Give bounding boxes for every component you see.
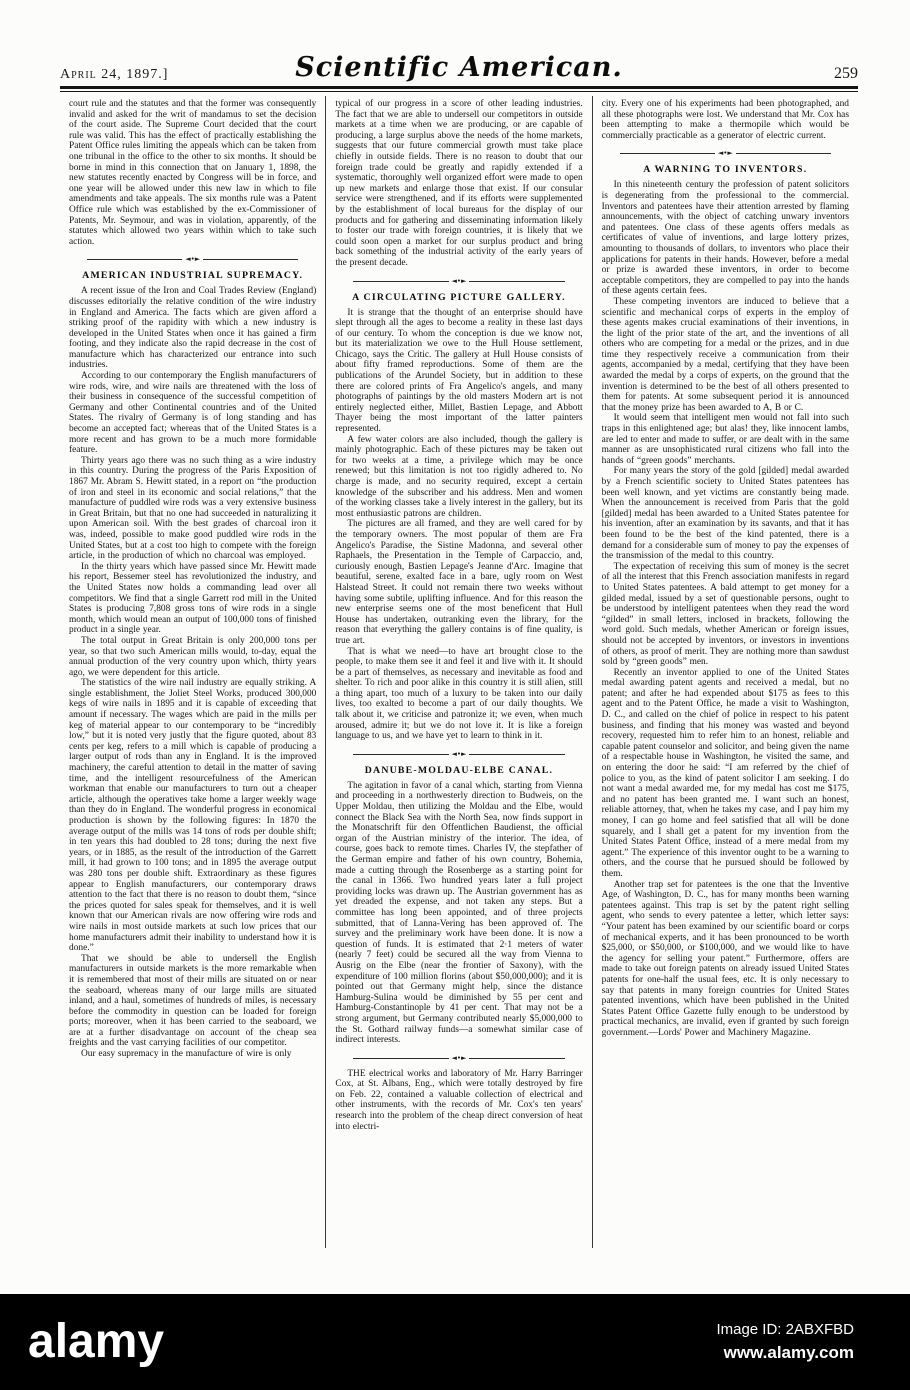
paragraph: The total output in Great Britain is only 200,000 tons per year, so that two such American mills would, to-day, equal the annual production of the very country upon which, thirty years ago, we were dependent for this article. bbox=[69, 635, 317, 678]
paragraph: The expectation of receiving this sum of money is the secret of all the interest that this French association manifests in regard to United States patentees. A bald attempt to get money for a gilded medal, issued by a set of questionable persons, ought to be understood by intelligent patentees when they read the word “gilded” in small letters, inclosed in brackets, following the word gold. Such medals, whether American or foreign issues, should not be accepted by inventors, or investors in inventions of others, as proof of merit. They are nothing more than sawdust sold by “green goods” men. bbox=[601, 561, 849, 668]
divider-line bbox=[469, 754, 564, 755]
paragraph: Our easy supremacy in the manufacture of wire is only bbox=[81, 1049, 292, 1060]
divider-ornament-icon: ◄•► bbox=[451, 749, 467, 758]
article-heading: A WARNING TO INVENTORS. bbox=[643, 164, 808, 176]
paragraph-continuation: city. Every one of his experiments had been photographed, and all these photographs were lost. We understand that Mr. Cox has been attempting to make a thermopile which would be commercially practicable as a generator of electric current. bbox=[601, 99, 849, 141]
newspaper-column-2 bbox=[325, 96, 591, 1248]
paragraph: THE electrical works and laboratory of Mr. Harry Barringer Cox, at St. Albans, Eng., which were totally destroyed by fire on Feb. 22, contained a valuable collection of electrical and other instruments, with the records of Mr. Cox's ten years' research into the problem of the cheap direct conversion of heat into electri- bbox=[335, 1068, 583, 1132]
watermark-info bbox=[716, 1321, 854, 1363]
divider-ornament-icon: ◄•► bbox=[451, 276, 467, 285]
publication-title: Scientific American. bbox=[295, 52, 623, 83]
paragraph: It would seem that intelligent men would not fall into such traps in this enlightened age; but alas! they, like innocent lambs, are led to enter and made to suffer, or are dealt with in the same manner as are unsophisticated rural citizens who fall into the hands of “green goods” merchants. bbox=[601, 413, 849, 466]
article-heading: A CIRCULATING PICTURE GALLERY. bbox=[352, 291, 566, 303]
divider-line bbox=[87, 259, 182, 260]
paragraph: Thirty years ago there was no such thing as a wire industry in this country. During the progress of the Paris Exposition of 1867 Mr. Abram S. Hewitt stated, in a report on “the production of iron and steel in its economic and social relations,” that the manufacture of puddled wire rods was a very extensive business in Great Britain, but that no one had succeeded in naturalizing it upon American soil. With the best grades of charcoal iron it was, indeed, possible to make good puddled wire rods in the United States, but at a cost too high to compete with the foreign article, in the production of which no charcoal was employed. bbox=[69, 455, 317, 562]
section-divider bbox=[353, 278, 564, 285]
watermark-bar bbox=[0, 1294, 910, 1390]
article-heading: DANUBE-MOLDAU-ELBE CANAL. bbox=[364, 764, 554, 776]
divider-line bbox=[353, 1058, 448, 1059]
paragraph: For many years the story of the gold [gilded] medal awarded by a French scientific society to United States patentees has been well known, and yet victims are constantly being made. When the announcement is received from Paris that the gold [gilded] medal has been awarded to a United States patentee for his invention, after an examination by its savants, and that it has been found to be the best of the kind patented, there is a demand for a considerable sum of money to pay the expenses of the transmission of the medal to this country. bbox=[601, 466, 849, 562]
divider-line bbox=[353, 281, 448, 282]
paragraph: The pictures are all framed, and they are well cared for by the temporary owners. The most popular of them are Fra Angelico's Paradise, the Sistine Madonna, and several other Raphaels, the Presentation in the Temple of Carpaccio, and, curiously enough, Bastien Lepage's Jeanne d'Arc. Imagine that beautiful, serene, exalted face in a bare, ugly room on West Halstead Street. It could not remain there two weeks without having some subtile, uplifting influence. And for this reason the new enterprise seems one of the most beneficent that Hull House has undertaken, outranking even the library, for the reason that everything the gallery contains is of fine quality, is true art. bbox=[335, 519, 583, 646]
paragraph: In this nineteenth century the profession of patent solicitors is degenerating from the professional to the commercial. Inventors and patentees have their attention arrested by flaming announcements, with the object of catching unwary inventors and patentees. One class of these agents offers medals as certificates of value of inventions, and large lottery prizes, amounting to thousands of dollars, to inventors who place their applications for patents in their hands. However, before a medal or prize is awarded these inventors, in order to become acceptable competitors, they are compelled to pay into the hands of these agents certain fees. bbox=[601, 180, 849, 297]
section-divider bbox=[353, 751, 564, 758]
alamy-url-label: www.alamy.com bbox=[723, 1343, 854, 1362]
divider-ornament-icon: ◄•► bbox=[717, 149, 733, 158]
paragraph-continuation: court rule and the statutes and that the former was consequently invalid and asked for the writ of mandamus to set the decision of the court aside. The Supreme Court decided that the court rule was valid. This has the effect of practically establishing the Patent Office rules limiting the appeals which can be taken from one tribunal in the office to the other to six months. It should be borne in mind in this connection that on January 1, 1898, the new statutes recently enacted by Congress will be in force, and one year will be allowed under this new law in which to file amendments and take appeals. The six months rule was a Patent Office rule which was established by the ex-Commissioner of Patents, Mr. Seymour, and was in violation, apparently, of the statutes which allowed two years within which to take such action. bbox=[69, 99, 317, 247]
masthead bbox=[60, 52, 858, 83]
paragraph: A few water colors are also included, though the gallery is mainly photographic. Each of these pictures may be taken out for two weeks at a time, a privilege which may be once renewed; but this limitation is not too rigidly adhered to. No charge is made, and no security required, except a certain knowledge of the subscriber and his address. Men and women of the working classes take a lively interest in the gallery, but its most enthusiastic patrons are children. bbox=[335, 434, 583, 519]
divider-ornament-icon: ◄•► bbox=[185, 255, 201, 264]
paragraph: Another trap set for patentees is the one that the Inventive Age, of Washington, D. C., has for many months been warning patentees against. This trap is set by the patent right selling agent, who sends to every patentee a letter, which letter says: “Your patent has been examined by our scientific board or corps of mechanical experts, and it has been pronounced to be worth $25,000, or $50,000, or $100,000, and we would like to have the agency for selling your patent.” Furthermore, offers are made to take out foreign patents on already issued United States patents for one-half the usual fees, etc. It is only necessary to say that patents in many foreign countries for United States patented inventions, which have been published in the United States Patent Office Gazette fully enough to be understood by practical mechanics, are invalid, even if granted by such foreign government.—Lords' Power and Machinery Magazine. bbox=[601, 879, 849, 1038]
divider-line bbox=[620, 153, 715, 154]
divider-line bbox=[736, 153, 831, 154]
divider-line bbox=[469, 281, 564, 282]
divider-line bbox=[469, 1058, 564, 1059]
paragraph: The statistics of the wire nail industry are equally striking. A single establishment, the Joliet Steel Works, produced 300,000 kegs of wire nails in 1895 and it is capable of exceeding that amount if necessary. The wages which are paid in the mills per keg of material appear to our contemporary to be “incredibly low,” but it is noted very justly that the figure quoted, about 83 cents per keg, refers to a mill which is capable of producing a larger output of rods than any in England. It is the improved machinery, the careful attention to detail in the matter of saving time, and the intelligent resourcefulness of the American workman that enable our manufacturers to turn out a cheaper article, although the operatives take home a larger weekly wage than they do in England. The wonderful progress in economical production is shown by the following figures: In 1870 the average output of the mills was 14 tons of rods per double shift; in ten years this had doubled to 28 tons; during the next five years, or in 1885, as the result of the introduction of the Garrett mill, it had grown to 100 tons; and in 1895 the average output was 280 tons per double shift. Extraordinary as these figures appear to English manufacturers, our contemporary draws attention to the fact that there is no reason to doubt them, “since the prices quoted for sales speak for themselves, and it is well known that our American rivals are now offering wire rods and wire nails in most outside markets at such low prices that our home manufacturers admit their inability to understand how it is done.” bbox=[69, 678, 317, 954]
section-divider bbox=[620, 150, 831, 157]
paragraph: The agitation in favor of a canal which, starting from Vienna and proceeding in a northwesterly direction to Budweis, on the Upper Moldau, then utilizing the Moldau and the Elbe, would connect the Black Sea with the North Sea, now finds support in the Monatschrift für den Offentlichen Baudienst, the official organ of the Austrian ministry of the interior. The idea, of course, goes back to remote times. Charles IV, the stepfather of the German empire and father of his own country, Bohemia, made a cutting through the Rosenberge as a starting point for the canal in 1366. Two hundred years later a full project providing locks was drawn up. The Austrian government has as yet dreaded the expense, and not taken any steps. But a committee has long been appointed, and of three projects submitted, that of Lanna-Vering has been approved of. The survey and the preliminary work have been done. It is now a question of funds. It is estimated that 2·1 meters of water (nearly 7 feet) could be secured all the way from Vienna to Ausrig on the Elbe (near the frontier of Saxony), with the expenditure of 100 million florins (about $50,000,000); and it is pointed out that Germany might help, since the distance Hamburg-Sulina would be diminished by 55 per cent and Hamburg-Constantinople by 41 per cent. That may not be a strong argument, but Germany contributed nearly $5,000,000 to the St. Gothard railway funds—a somewhat similar case of indirect interests. bbox=[335, 780, 583, 1046]
newspaper-column-3 bbox=[592, 96, 858, 1248]
divider-ornament-icon: ◄•► bbox=[451, 1053, 467, 1062]
paragraph: That we should be able to undersell the English manufacturers in outside markets is the more remarkable when it is remembered that most of their mills are situated on or near the seaboard, whereas many of our large mills are situated inland, and a haul, sometimes of hundreds of miles, is necessary before the commodity in question can be loaded for foreign ports; moreover, when it has been carried to the seaboard, we are at a further disadvantage on account of the cheap sea freights and the vast carrying facilities of our competitor. bbox=[69, 953, 317, 1049]
article-heading: AMERICAN INDUSTRIAL SUPREMACY. bbox=[82, 270, 304, 282]
paragraph: Recently an inventor applied to one of the United States medal awarding patent agents and received a medal, but no patent; and after he had expended about $175 as fees to this agent and to the Patent Office, he made a visit to Washington, D. C., and called on the chief of police in respect to his patent business, and finding that his money was wasted and beyond recovery, requested him to refer him to an honest, reliable and capable patent counselor and solicitor, and being given the name of a respectable house in Washington, he visited the same, and on entering the door he said: “I am referred by the chief of police to you, as the kind of patent solicitor I am seeking. I do not want a medal awarded me, for my medal has cost me $175, and no patent has been granted me. I want such an honest, reliable attorney, that, when he takes my case, and I pay him my money, I can go home and feel satisfied that all will be done squarely, and I shall get a patent for my invention from the United States Patent Office, instead of a mere medal from my agent.” The experience of this inventor ought to be a warning to others, and the course that he pursued should be followed by them. bbox=[601, 667, 849, 879]
masthead-rule bbox=[60, 86, 858, 92]
divider-line bbox=[203, 259, 298, 260]
image-id-label: Image ID: 2ABXFBD bbox=[716, 1321, 854, 1338]
paragraph: These competing inventors are induced to believe that a scientific and mechanical corps of experts in the employ of these agents makes crucial examinations of their inventions, in the light of the prior state of the art, and the inventions of all others who are competing for a medal or the prizes, and in due time they respectively receive a communication from their agents, accompanied by a medal, certifying that they have been awarded the medal by a corps of experts, on the ground that the invention is determined to be the best of all others presented to them for patents. At some subsequent period it is announced that the money prize has been awarded to A, B or C. bbox=[601, 296, 849, 413]
section-divider bbox=[353, 1055, 564, 1062]
paragraph: In the thirty years which have passed since Mr. Hewitt made his report, Bessemer steel has revolutionized the industry, and the United States now holds a commanding lead over all competitors. We find that a single Garrett rod mill in the United States is producing 7,808 gross tons of wire rods in a single month, which would mean an output of 100,000 tons of finished product in a single year. bbox=[69, 561, 317, 636]
paragraph-continuation: typical of our progress in a score of other leading industries. The fact that we are able to undersell our competitors in outside markets at a time when we are producing, or are capable of producing, a large surplus above the needs of the home markets, suggests that our future commercial growth must take place chiefly in outside fields. There is no reason to doubt that our foreign trade could be greatly and rapidly extended if a systematic, thoroughly well organized effort were made to open up new markets and enlarge those that exist. If our consular service were strengthened, and if its efforts were supplemented by the establishment of local bureaus for the display of our products and for gathering and disseminating information likely to foster our trade with foreign countries, it is likely that we could soon open a market for our surplus product and bring back something of the industrial activity of the early years of the present decade. bbox=[335, 99, 583, 268]
paragraph: It is strange that the thought of an enterprise should have slept through all the ages to become a reality in these last days of our century. To whom the conception is due we know not, but its materialization we owe to the Hull House settlement, Chicago, says the Critic. The gallery at Hull House consists of about fifty framed reproductions. Some of them are the publications of the Arundel Society, but in addition to these there are colored prints of Fra Angelico's angels, and many photographs of paintings by the old masters Modern art is not entirely neglected either, Millet, Bastien Lepage, and Abbott Thayer being the most important of the latter painters represented. bbox=[335, 307, 583, 435]
paragraph: According to our contemporary the English manufacturers of wire rods, wire, and wire nails are threatened with the loss of their business in consequence of the successful competition of Germany and other Continental countries and of the United States. The rivalry of Germany is of long standing and has become an accepted fact; whereas that of the United States is a more recent and has grown to be a much more formidable feature. bbox=[69, 371, 317, 456]
paragraph: That is what we need—to have art brought close to the people, to make them see it and feel it and live with it. It should be a part of themselves, as necessary and inevitable as food and shelter. To rich and poor alike in this country it is still alien, still a thing apart, too much of a luxury to be taken into our daily lives, too exalted to become a part of our daily thoughts. We talk about it, we criticise and patronize it; we even, when much aroused, admire it; but we do not love it. It is like a foreign language to us, and we have yet to learn to think in it. bbox=[335, 646, 583, 742]
page-number: 259 bbox=[834, 65, 858, 82]
paragraph: A recent issue of the Iron and Coal Trades Review (England) discusses editorially the relative condition of the wire industry in England and America. The facts which are given afford a striking proof of the rapidity with which a new industry is developed in the United States when once it has gained a firm footing, and they indicate also the rapid decrease in the cost of manufacture which has characterized our entrance into such industries. bbox=[69, 286, 317, 371]
alamy-logo: alamy bbox=[28, 1315, 165, 1368]
section-divider bbox=[87, 256, 298, 263]
divider-line bbox=[353, 754, 448, 755]
newspaper-column-1 bbox=[60, 96, 325, 1248]
issue-date: April 24, 1897.] bbox=[60, 67, 169, 82]
column-container bbox=[60, 96, 858, 1248]
